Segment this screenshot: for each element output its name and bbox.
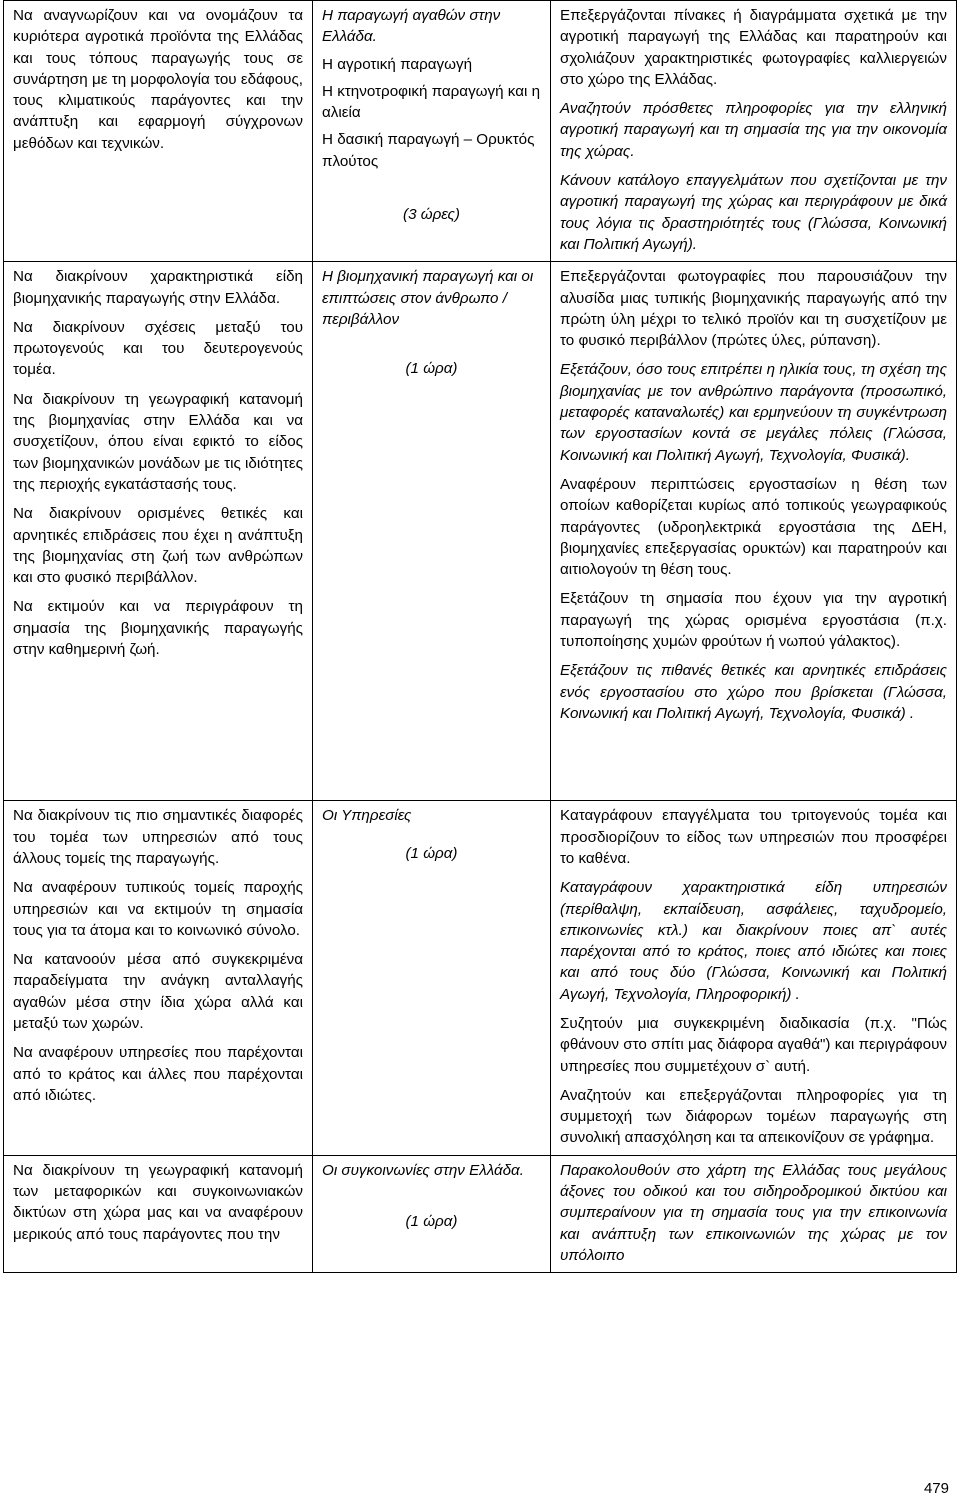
topic-cell: [313, 1155, 551, 1272]
topic-subitem: Η δασική παραγωγή – Ορυκτός πλούτος: [322, 131, 535, 170]
cell-spacer: [13, 668, 303, 794]
activity-text: Επεξεργάζονται φωτογραφίες που παρουσιάζουν την αλυσίδα μιας τυπικής βιομηχανικής παραγωγής από την πρώτη ύλη μέχρι το τελικό προϊόν και τη συσχετίζουν με το φυσικό περιβάλλον (πρώτες ύλες, ρύπανση).: [560, 268, 947, 350]
objective-text: Να αναγνωρίζουν και να ονομάζουν τα κυριότερα αγροτικά προϊόντα της Ελλάδας και τους τόπους παραγωγής τους σε συνάρτηση με τη μορφολογία του εδάφους, τους κλιματικούς παράγοντες και την ανάπτυξη και εφαρμογή σύγχρονων μεθόδων και τεχνικών.: [13, 7, 303, 152]
table-row: [4, 1155, 957, 1272]
activities-cell: [551, 262, 957, 801]
objectives-cell: [4, 1, 313, 262]
page-number: 479: [923, 1480, 949, 1497]
topic-cell: [313, 801, 551, 1155]
table-row: [4, 262, 957, 801]
topic-title: Οι συγκοινωνίες στην Ελλάδα.: [322, 1161, 524, 1179]
objective-text: Να αναφέρουν τυπικούς τομείς παροχής υπηρεσιών και να εκτιμούν τη σημασία τους για τα άτομα και το κοινωνικό σύνολο.: [13, 879, 303, 939]
hours-label: (1 ώρα): [405, 1213, 458, 1231]
topic-title: Η βιομηχανική παραγωγή και οι επιπτώσεις στον άνθρωπο / περιβάλλον: [322, 268, 534, 328]
objective-text: Να κατανοούν μέσα από συγκεκριμένα παραδείγματα την ανάγκη ανταλλαγής αγαθών μέσα στην ίδια χώρα αλλά και μεταξύ των χωρών.: [13, 951, 303, 1032]
topic-subitem: Η αγροτική παραγωγή: [322, 55, 473, 73]
topic-title: Η παραγωγή αγαθών στην Ελλάδα.: [322, 7, 501, 46]
activities-cell: [551, 801, 957, 1155]
activity-text: Εξετάζουν τις πιθανές θετικές και αρνητικές επιδράσεις ενός εργοστασίου στο χώρο που βρίσκεται (Γλώσσα, Κοινωνική και Πολιτική Αγωγή, Τεχνολογία, Φυσικά) .: [560, 662, 947, 722]
activity-text: Εξετάζουν, όσο τους επιτρέπει η ηλικία τους, τη σχέση της βιομηχανίας με τον ανθρώπινο παράγοντα (προσωπικό, μεταφορές καταναλωτές) και ερμηνεύουν τη συγκέντρωση των εργοστασίων κοντά σε μεγάλες πόλεις (Γλώσσα, Κοινωνική και Πολιτική Αγωγή, Τεχνολογία, Φυσικά).: [560, 361, 947, 464]
hours-label: (1 ώρα): [405, 360, 458, 378]
activity-text: Εξετάζουν τη σημασία που έχουν για την αγροτική παραγωγή της χώρας ορισμένα εργοστάσια (π.χ. τυποποίησης χυμών φρούτων ή νωπού γάλακτος).: [560, 590, 947, 651]
objective-text: Να διακρίνουν ορισμένες θετικές και αρνητικές επιδράσεις που έχει η ανάπτυξη της βιομηχανίας στη ζωή των ανθρώπων και στο φυσικό περιβάλλον.: [13, 505, 303, 587]
objective-text: Να αναφέρουν υπηρεσίες που παρέχονται από το κράτος και άλλες που παρέχονται από ιδιώτες.: [13, 1044, 303, 1104]
activity-text: Παρακολουθούν στο χάρτη της Ελλάδας τους μεγάλους άξονες του οδικού και του σιδηροδρομικού δικτύου και συμπεραίνουν για τη σημασία τους για την επικοινωνία και ανάπτυξη των επικοινωνιών της χώρας με τον υπόλοιπο: [560, 1161, 947, 1264]
activity-text: Καταγράφουν επαγγέλματα του τριτογενούς τομέα και προσδιορίζουν το είδος των υπηρεσιών που προσφέρει το καθένα.: [560, 807, 947, 867]
activity-text: Κάνουν κατάλογο επαγγελμάτων που σχετίζονται με την αγροτική παραγωγή της χώρας και περιγράφουν με δικά τους λόγια τις δραστηριότητές τους (Γλώσσα, Κοινωνική και Πολιτική Αγωγή).: [560, 172, 947, 253]
activity-text: Συζητούν μια συγκεκριμένη διαδικασία (π.χ. "Πώς φθάνουν στο σπίτι μας διάφορα αγαθά") και περιγράφουν υπηρεσίες που συμμετέχουν σ` αυτή.: [560, 1014, 947, 1075]
activities-cell: [551, 1, 957, 262]
objective-text: Να εκτιμούν και να περιγράφουν τη σημασία της βιομηχανικής παραγωγής στην καθημερινή ζωή.: [13, 598, 303, 659]
topic-subitem: Η κτηνοτροφική παραγωγή και η αλιεία: [322, 82, 541, 122]
activity-text: Αναφέρουν περιπτώσεις εργοστασίων η θέση των οποίων καθορίζεται κυρίως από τοπικούς γεωγραφικούς παράγοντες (υδροηλεκτρικά εργοστάσια της ΔΕΗ, βιομηχανίες επεξεργασίας ορυκτών) και παρατηρούν και αιτιολογούν τη θέση τους.: [560, 475, 947, 579]
objective-text: Να διακρίνουν τη γεωγραφική κατανομή των μεταφορικών και συγκοινωνιακών δικτύων στη χώρα μας και να αναφέρουν μερικούς από τους παράγοντες που την: [13, 1161, 303, 1243]
objective-text: Να διακρίνουν σχέσεις μεταξύ του πρωτογενούς και του δευτερογενούς τομέα.: [13, 318, 303, 379]
activity-text: Καταγράφουν χαρακτηριστικά είδη υπηρεσιών (περίθαλψη, εκπαίδευση, ασφάλειες, ταχυδρομείο, επικοινωνίες κτλ.) και διακρίνουν ποιες απ` αυτές παρέχονται από το κράτος, ποιες από ιδιώτες και ποιες και από τους δύο (Γλώσσα, Κοινωνική και Πολιτική Αγωγή, Τεχνολογία, Πληροφορική) .: [560, 879, 947, 1003]
cell-spacer: [13, 1114, 303, 1146]
table-row: [4, 1, 957, 262]
table-row: [4, 801, 957, 1155]
hours-label: (1 ώρα): [405, 844, 458, 862]
objective-text: Να διακρίνουν τις πιο σημαντικές διαφορές του τομέα των υπηρεσιών από τους άλλους τομείς της παραγωγής.: [13, 807, 303, 867]
activity-text: Επεξεργάζονται πίνακες ή διαγράμματα σχετικά με την αγροτική παραγωγή της Ελλάδας και παρατηρούν και σχολιάζουν χαρακτηριστικές φωτογραφίες καλλιεργειών στο χώρο της Ελλάδας.: [560, 7, 947, 88]
topic-cell: [313, 1, 551, 262]
objectives-cell: [4, 1155, 313, 1272]
activity-text: Αναζητούν πρόσθετες πληροφορίες για την ελληνική αγροτική παραγωγή και τη σημασία της για την οικονομία της χώρας.: [560, 100, 947, 160]
activities-cell: [551, 1155, 957, 1272]
objective-text: Να διακρίνουν χαρακτηριστικά είδη βιομηχανικής παραγωγής στην Ελλάδα.: [13, 268, 303, 307]
objectives-cell: [4, 801, 313, 1155]
objectives-cell: [4, 262, 313, 801]
hours-label: (3 ώρες): [403, 206, 460, 224]
activity-text: Αναζητούν και επεξεργάζονται πληροφορίες για τη συμμετοχή των διάφορων τομέων παραγωγής στη συνολική απασχόληση και τα απεικονίζουν σε γράφημα.: [560, 1086, 947, 1147]
topic-title: Οι Υπηρεσίες: [322, 807, 412, 825]
curriculum-table: [3, 0, 957, 1273]
objective-text: Να διακρίνουν τη γεωγραφική κατανομή της βιομηχανίας στην Ελλάδα και να συσχετίζουν, όπου είναι εφικτό το είδος των βιομηχανικών μονάδων με τις ιδιότητες της περιοχής εγκατάστασής τους.: [13, 390, 303, 493]
topic-cell: [313, 262, 551, 801]
